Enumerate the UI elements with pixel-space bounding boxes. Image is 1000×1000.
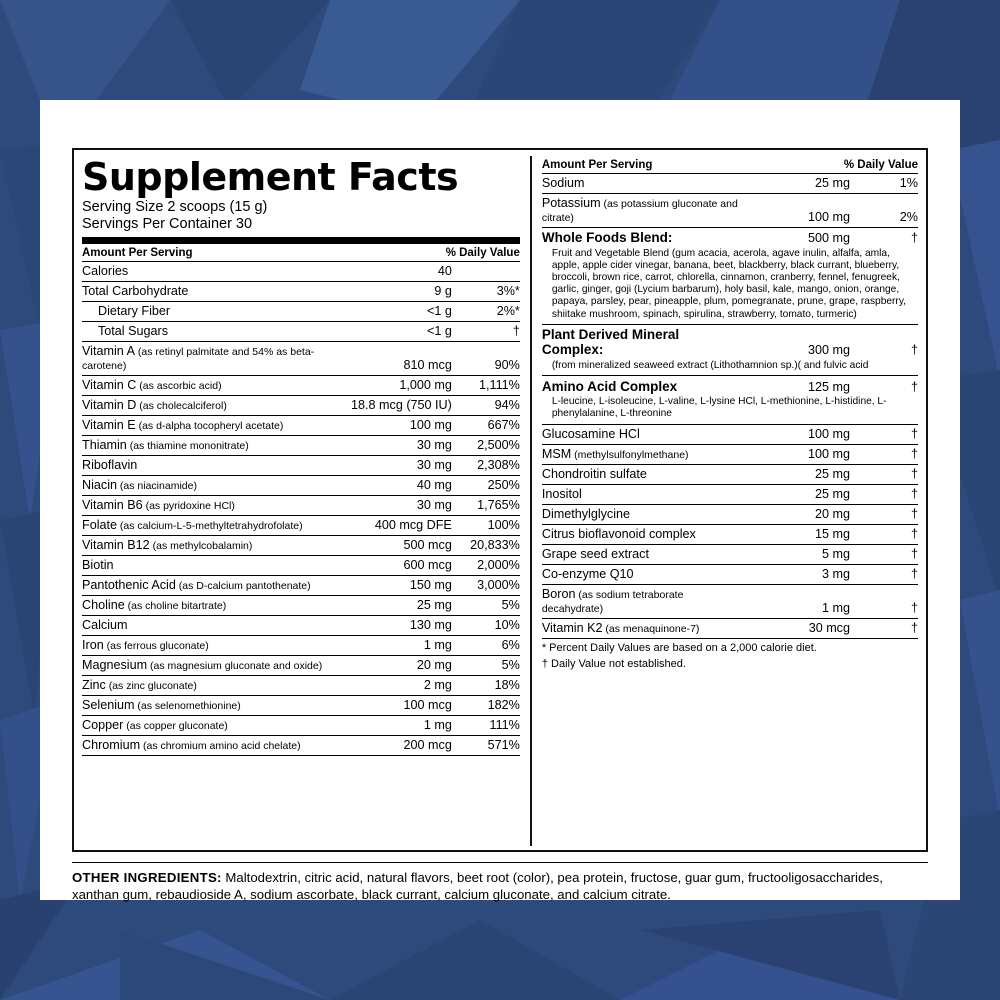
nutrient-daily-value: 1% bbox=[856, 173, 918, 193]
nutrient-source: (as cholecalciferol) bbox=[136, 400, 227, 413]
group-ingredients: Fruit and Vegetable Blend (gum acacia, acerola, agave inulin, alfalfa, amla, apple, apple cider vinegar, banana, beet, blackberry, black currant, blueberry, broccoli, brown rice, carrot, chlorella, cinnamon, cranberry, fennel, fenugreek, garlic, ginger, goji (Lycium barbarum), holy basil, kale, mango, onion, orange, papaya, parsley, pear, pineapple, plum, pomegranate, prune, grape, raspberry, shiitake mushroom, spinach, spirulina, strawberry, tomato, turmeric) bbox=[542, 248, 918, 325]
nutrient-amount: 20 mg bbox=[740, 504, 856, 524]
nutrient-daily-value: 2,000% bbox=[458, 555, 520, 575]
label-column-left bbox=[82, 156, 532, 846]
nutrient-amount: 30 mg bbox=[342, 495, 458, 515]
table-row bbox=[82, 715, 520, 735]
nutrient-amount: 100 mcg bbox=[342, 695, 458, 715]
nutrient-name: Calories bbox=[82, 261, 342, 281]
nutrient-amount: <1 g bbox=[342, 321, 458, 341]
page-title: Supplement Facts bbox=[82, 155, 459, 199]
table-row bbox=[542, 464, 918, 484]
nutrient-amount: 25 mg bbox=[740, 464, 856, 484]
nutrient-source: (as thiamine mononitrate) bbox=[126, 440, 249, 453]
group-daily-value: † bbox=[910, 343, 918, 358]
nutrient-name: Sodium bbox=[542, 173, 740, 193]
nutrient-name: Vitamin B12 (as methylcobalamin) bbox=[82, 535, 342, 555]
nutrient-daily-value: 10% bbox=[458, 615, 520, 635]
serving-size: Serving Size 2 scoops (15 g) bbox=[82, 199, 268, 215]
nutrient-name: Vitamin C (as ascorbic acid) bbox=[82, 375, 342, 395]
nutrient-amount: 25 mg bbox=[740, 484, 856, 504]
nutrient-name: Dietary Fiber bbox=[82, 301, 342, 321]
nutrient-name: Boron (as sodium tetraborate decahydrate) bbox=[542, 584, 740, 618]
table-row bbox=[542, 504, 918, 524]
group-amount: 300 mg bbox=[807, 343, 850, 358]
table-row-group-header bbox=[542, 227, 918, 248]
table-row-group-detail bbox=[542, 248, 918, 325]
nutrient-amount: 100 mg bbox=[740, 444, 856, 464]
nutrient-amount: 9 g bbox=[342, 281, 458, 301]
nutrient-name: Magnesium (as magnesium gluconate and oxide) bbox=[82, 655, 342, 675]
nutrient-amount: 25 mg bbox=[740, 173, 856, 193]
table-row bbox=[82, 615, 520, 635]
nutrient-source: (as selenomethionine) bbox=[134, 700, 241, 713]
table-row bbox=[82, 395, 520, 415]
nutrient-source: (as pyridoxine HCl) bbox=[142, 500, 235, 513]
supplement-facts-label bbox=[72, 148, 928, 852]
footnotes bbox=[542, 639, 918, 673]
nutrient-daily-value: † bbox=[856, 464, 918, 484]
nutrient-daily-value: 6% bbox=[458, 635, 520, 655]
table-row bbox=[82, 575, 520, 595]
nutrient-name: Iron (as ferrous gluconate) bbox=[82, 635, 342, 655]
nutrients-table-right bbox=[542, 156, 918, 639]
nutrient-name: Grape seed extract bbox=[542, 544, 740, 564]
nutrient-name: Biotin bbox=[82, 555, 342, 575]
nutrient-amount: 40 mg bbox=[342, 475, 458, 495]
nutrient-daily-value: 1,111% bbox=[458, 375, 520, 395]
nutrient-name: Total Carbohydrate bbox=[82, 281, 342, 301]
group-amount: 500 mg bbox=[807, 231, 850, 245]
nutrient-daily-value: † bbox=[856, 524, 918, 544]
nutrient-name: Vitamin B6 (as pyridoxine HCl) bbox=[82, 495, 342, 515]
nutrient-source: (as ferrous gluconate) bbox=[103, 640, 209, 653]
nutrient-source: (as copper gluconate) bbox=[123, 720, 228, 733]
nutrient-daily-value bbox=[458, 261, 520, 281]
nutrient-amount: 130 mg bbox=[342, 615, 458, 635]
nutrient-source: (as sodium tetraborate decahydrate) bbox=[541, 589, 684, 616]
nutrient-daily-value: 250% bbox=[458, 475, 520, 495]
group-ingredients: (from mineralized seaweed extract (Lithothamnion sp.)( and fulvic acid bbox=[542, 360, 918, 376]
nutrient-name: Calcium bbox=[82, 615, 342, 635]
nutrient-source: (as D-calcium pantothenate) bbox=[175, 580, 311, 593]
table-row bbox=[542, 444, 918, 464]
nutrients-table-left bbox=[82, 244, 520, 756]
nutrient-daily-value: 2%* bbox=[458, 301, 520, 321]
nutrient-name: MSM (methylsulfonylmethane) bbox=[542, 444, 740, 464]
label-column-right bbox=[532, 156, 918, 846]
nutrient-amount: 5 mg bbox=[740, 544, 856, 564]
nutrient-daily-value: † bbox=[856, 618, 918, 638]
table-row bbox=[82, 301, 520, 321]
nutrient-daily-value: 1,765% bbox=[458, 495, 520, 515]
nutrient-source: (as potassium gluconate and citrate) bbox=[541, 198, 738, 224]
nutrient-amount: 100 mg bbox=[740, 424, 856, 444]
nutrient-name: Total Sugars bbox=[82, 321, 342, 341]
nutrient-amount: 150 mg bbox=[342, 575, 458, 595]
nutrient-amount: 3 mg bbox=[740, 564, 856, 584]
nutrient-amount: 18.8 mcg (750 IU) bbox=[342, 395, 458, 415]
nutrient-name: Pantothenic Acid (as D-calcium pantothenate) bbox=[82, 575, 342, 595]
nutrient-amount: 30 mcg bbox=[740, 618, 856, 638]
nutrient-daily-value: 571% bbox=[458, 735, 520, 755]
nutrient-amount: 100 mg bbox=[342, 415, 458, 435]
header-amount-per-serving: Amount Per Serving bbox=[82, 244, 342, 261]
table-row bbox=[82, 435, 520, 455]
group-ingredients: L-leucine, L-isoleucine, L-valine, L-lysine HCl, L-methionine, L-histidine, L-phenylalanine, L-threonine bbox=[542, 396, 918, 424]
nutrient-amount: 600 mcg bbox=[342, 555, 458, 575]
nutrient-name: Inositol bbox=[542, 484, 740, 504]
nutrient-daily-value: 90% bbox=[458, 341, 520, 375]
nutrient-name: Zinc (as zinc gluconate) bbox=[82, 675, 342, 695]
header-amount-per-serving: Amount Per Serving bbox=[542, 156, 740, 173]
nutrient-daily-value: 18% bbox=[458, 675, 520, 695]
group-amount: 125 mg bbox=[807, 379, 850, 394]
nutrient-amount: 2 mg bbox=[342, 675, 458, 695]
nutrient-amount: 1 mg bbox=[342, 635, 458, 655]
nutrient-amount: 25 mg bbox=[342, 595, 458, 615]
table-row bbox=[542, 564, 918, 584]
table-row bbox=[542, 584, 918, 618]
nutrient-amount: 400 mcg DFE bbox=[342, 515, 458, 535]
nutrient-source: (as magnesium gluconate and oxide) bbox=[147, 660, 323, 673]
nutrient-name: Choline (as choline bitartrate) bbox=[82, 595, 342, 615]
group-daily-value: † bbox=[910, 379, 918, 394]
header-daily-value: % Daily Value bbox=[342, 244, 520, 261]
table-row bbox=[82, 655, 520, 675]
nutrient-name: Chromium (as chromium amino acid chelate) bbox=[82, 735, 342, 755]
table-row bbox=[542, 173, 918, 193]
table-header-row bbox=[82, 244, 520, 261]
nutrient-daily-value: † bbox=[856, 564, 918, 584]
table-row bbox=[542, 618, 918, 638]
nutrient-name: Vitamin K2 (as menaquinone-7) bbox=[542, 618, 740, 638]
divider-other-ingredients bbox=[72, 862, 928, 863]
label-panel bbox=[40, 100, 960, 903]
nutrient-name: Dimethylglycine bbox=[542, 504, 740, 524]
footnote-daily-value: * Percent Daily Values are based on a 2,000 calorie diet. bbox=[541, 641, 817, 654]
nutrient-daily-value: † bbox=[856, 544, 918, 564]
nutrient-source: (as choline bitartrate) bbox=[124, 600, 227, 613]
nutrient-name: Niacin (as niacinamide) bbox=[82, 475, 342, 495]
nutrient-amount: 810 mcg bbox=[342, 341, 458, 375]
nutrient-daily-value: † bbox=[856, 504, 918, 524]
table-row bbox=[82, 261, 520, 281]
nutrient-name: Co-enzyme Q10 bbox=[542, 564, 740, 584]
nutrient-amount: 40 bbox=[342, 261, 458, 281]
nutrient-name: Riboflavin bbox=[82, 455, 342, 475]
table-row bbox=[82, 515, 520, 535]
nutrient-name: Vitamin A (as retinyl palmitate and 54% as beta-carotene) bbox=[82, 341, 342, 375]
table-row bbox=[82, 455, 520, 475]
nutrient-daily-value: † bbox=[856, 484, 918, 504]
nutrient-daily-value: 2,500% bbox=[458, 435, 520, 455]
table-row bbox=[82, 695, 520, 715]
table-row-group-header bbox=[542, 324, 918, 360]
nutrient-daily-value: 182% bbox=[458, 695, 520, 715]
table-row bbox=[542, 544, 918, 564]
nutrient-name: Vitamin E (as d-alpha tocopheryl acetate) bbox=[82, 415, 342, 435]
nutrient-name: Glucosamine HCl bbox=[542, 424, 740, 444]
table-row bbox=[82, 555, 520, 575]
nutrient-amount: 500 mcg bbox=[342, 535, 458, 555]
nutrient-name: Thiamin (as thiamine mononitrate) bbox=[82, 435, 342, 455]
nutrient-source: (methylsulfonylmethane) bbox=[571, 449, 689, 462]
nutrient-source: (as niacinamide) bbox=[117, 480, 197, 493]
table-row bbox=[82, 675, 520, 695]
nutrient-source: (as chromium amino acid chelate) bbox=[140, 740, 301, 753]
divider-thick bbox=[82, 237, 520, 244]
nutrient-amount: 1,000 mg bbox=[342, 375, 458, 395]
nutrient-daily-value: † bbox=[856, 424, 918, 444]
header-daily-value: % Daily Value bbox=[740, 156, 918, 173]
nutrient-daily-value: 5% bbox=[458, 655, 520, 675]
nutrient-amount: 200 mcg bbox=[342, 735, 458, 755]
table-row bbox=[82, 635, 520, 655]
servings-per-container: Servings Per Container 30 bbox=[82, 216, 253, 233]
nutrient-daily-value: 5% bbox=[458, 595, 520, 615]
nutrient-name: Folate (as calcium-L-5-methyltetrahydrofolate) bbox=[82, 515, 342, 535]
group-name: Whole Foods Blend: bbox=[541, 230, 673, 245]
nutrient-daily-value: † bbox=[458, 321, 520, 341]
table-row bbox=[542, 524, 918, 544]
nutrient-name: Potassium (as potassium gluconate and citrate) bbox=[542, 193, 740, 227]
nutrient-amount: 15 mg bbox=[740, 524, 856, 544]
table-row bbox=[82, 281, 520, 301]
table-row-group-detail bbox=[542, 396, 918, 424]
nutrient-daily-value: † bbox=[856, 444, 918, 464]
table-row bbox=[82, 535, 520, 555]
nutrient-daily-value: 667% bbox=[458, 415, 520, 435]
table-row bbox=[82, 475, 520, 495]
nutrient-daily-value: 111% bbox=[458, 715, 520, 735]
table-row bbox=[82, 321, 520, 341]
nutrient-daily-value: 3%* bbox=[458, 281, 520, 301]
nutrient-name: Citrus bioflavonoid complex bbox=[542, 524, 740, 544]
nutrient-daily-value: 2% bbox=[856, 193, 918, 227]
nutrient-source: (as zinc gluconate) bbox=[105, 680, 197, 693]
table-row bbox=[82, 735, 520, 755]
table-row-group-detail bbox=[542, 360, 918, 376]
nutrient-amount: 20 mg bbox=[342, 655, 458, 675]
nutrient-name: Copper (as copper gluconate) bbox=[82, 715, 342, 735]
nutrient-source: (as menaquinone-7) bbox=[602, 623, 700, 636]
group-daily-value: † bbox=[910, 231, 918, 245]
nutrient-name: Chondroitin sulfate bbox=[542, 464, 740, 484]
table-row bbox=[542, 193, 918, 227]
nutrient-source: (as methylcobalamin) bbox=[149, 540, 253, 553]
nutrient-amount: 30 mg bbox=[342, 435, 458, 455]
nutrient-amount: 30 mg bbox=[342, 455, 458, 475]
group-name: Amino Acid Complex bbox=[541, 378, 678, 394]
nutrient-amount: <1 g bbox=[342, 301, 458, 321]
nutrient-source: (as calcium-L-5-methyltetrahydrofolate) bbox=[117, 520, 303, 533]
table-row bbox=[82, 415, 520, 435]
nutrient-daily-value: 3,000% bbox=[458, 575, 520, 595]
nutrient-amount: 1 mg bbox=[342, 715, 458, 735]
table-row bbox=[82, 495, 520, 515]
group-name: Plant Derived Mineral Complex: bbox=[541, 327, 680, 358]
nutrient-source: (as d-alpha tocopheryl acetate) bbox=[135, 420, 284, 433]
nutrient-name: Selenium (as selenomethionine) bbox=[82, 695, 342, 715]
nutrient-name: Vitamin D (as cholecalciferol) bbox=[82, 395, 342, 415]
nutrient-daily-value: 94% bbox=[458, 395, 520, 415]
nutrient-source: (as ascorbic acid) bbox=[136, 380, 222, 393]
footnote-dagger: † Daily Value not established. bbox=[541, 658, 686, 671]
table-row bbox=[542, 424, 918, 444]
other-ingredients-label: OTHER INGREDIENTS: bbox=[72, 870, 222, 885]
table-row bbox=[542, 484, 918, 504]
nutrient-daily-value: 2,308% bbox=[458, 455, 520, 475]
nutrient-source: (as retinyl palmitate and 54% as beta-carotene) bbox=[82, 346, 315, 373]
table-row bbox=[82, 341, 520, 375]
nutrient-daily-value: † bbox=[856, 584, 918, 618]
nutrient-amount: 100 mg bbox=[740, 193, 856, 227]
nutrient-amount: 1 mg bbox=[740, 584, 856, 618]
table-row-group-header bbox=[542, 376, 918, 397]
nutrient-daily-value: 100% bbox=[458, 515, 520, 535]
nutrient-daily-value: 20,833% bbox=[458, 535, 520, 555]
other-ingredients bbox=[72, 862, 928, 903]
table-row bbox=[82, 375, 520, 395]
table-row bbox=[82, 595, 520, 615]
other-ingredients-text: Maltodextrin, citric acid, natural flavors, beet root (color), pea protein, fructose, guar gum, fructooligosaccharides, xanthan gum, rebaudioside A, sodium ascorbate, black currant, calcium gluconate, and calcium citrate. bbox=[72, 870, 883, 903]
table-header-row bbox=[542, 156, 918, 173]
